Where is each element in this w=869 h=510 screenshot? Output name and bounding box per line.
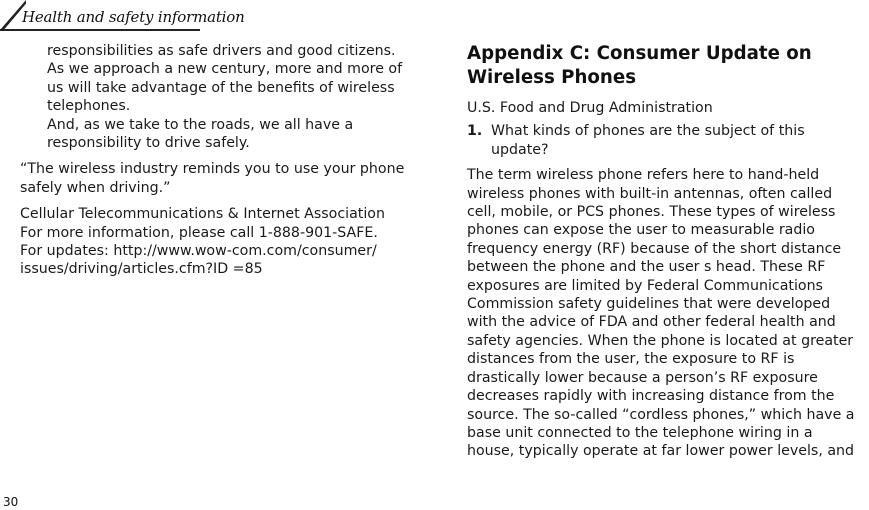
- text-line: house, typically operate at far lower power levels, and: [467, 443, 855, 460]
- text-line: wireless phones with built-in antennas, often called: [467, 185, 833, 202]
- text-line: exposures are limited by Federal Communications: [467, 277, 823, 294]
- text-line: cell, mobile, or PCS phones. These types of wireless: [467, 204, 836, 221]
- text-line: telephones.: [47, 98, 131, 115]
- text-line: As we approach a new century, more and more of: [47, 61, 403, 78]
- agency-line: U.S. Food and Drug Administration: [467, 100, 713, 116]
- text-line: frequency energy (RF) because of the short distance: [467, 240, 842, 257]
- text-line: issues/driving/articles.cfm?ID =85: [20, 261, 263, 278]
- text-line: Cellular Telecommunications & Internet Association: [20, 206, 385, 223]
- text-line: “The wireless industry reminds you to use your phone: [20, 161, 405, 178]
- left-column: [20, 42, 430, 287]
- text-line: drastically lower because a person’s RF exposure: [467, 369, 818, 386]
- text-line: Commission safety guidelines that were developed: [467, 296, 831, 313]
- text-line: phones can expose the user to measurable radio: [467, 222, 815, 239]
- heading-line: Wireless Phones: [467, 67, 637, 88]
- text-line: source. The so-called “cordless phones,” which have a: [467, 406, 855, 423]
- indented-paragraph: [20, 42, 430, 152]
- text-line: safety agencies. When the phone is located at greater: [467, 332, 854, 349]
- text-line: update?: [491, 141, 549, 158]
- appendix-heading: [467, 42, 869, 90]
- section-header-title: Health and safety information: [22, 8, 245, 26]
- heading-line: Appendix C: Consumer Update on: [467, 43, 812, 64]
- attribution-paragraph: [20, 205, 430, 279]
- text-line: responsibility to drive safely.: [47, 135, 250, 152]
- quote-paragraph: [20, 160, 430, 197]
- text-line: safely when driving.”: [20, 179, 171, 196]
- text-line: And, as we take to the roads, we all have a: [47, 116, 354, 133]
- body-paragraph: [467, 166, 869, 461]
- text-line: base unit connected to the telephone wiring in a: [467, 424, 813, 441]
- text-line: The term wireless phone refers here to hand-held: [467, 167, 820, 184]
- text-line: What kinds of phones are the subject of this: [491, 123, 805, 140]
- right-column: [467, 42, 869, 469]
- question-number: 1.: [467, 123, 483, 140]
- text-line: with the advice of FDA and other federal health and: [467, 314, 836, 331]
- text-line: us will take advantage of the benefits of wireless: [47, 79, 395, 96]
- text-line: For updates: http://www.wow-com.com/consumer/: [20, 243, 377, 260]
- numbered-question: [467, 122, 869, 159]
- header-rule: [0, 29, 200, 31]
- page-number: 30: [3, 495, 19, 509]
- text-line: responsibilities as safe drivers and good citizens.: [47, 43, 396, 59]
- text-line: For more information, please call 1-888-901-SAFE.: [20, 224, 378, 241]
- text-line: between the phone and the user s head. These RF: [467, 259, 826, 276]
- text-line: decreases rapidly with increasing distance from the: [467, 388, 835, 405]
- text-line: distances from the user, the exposure to RF is: [467, 351, 795, 368]
